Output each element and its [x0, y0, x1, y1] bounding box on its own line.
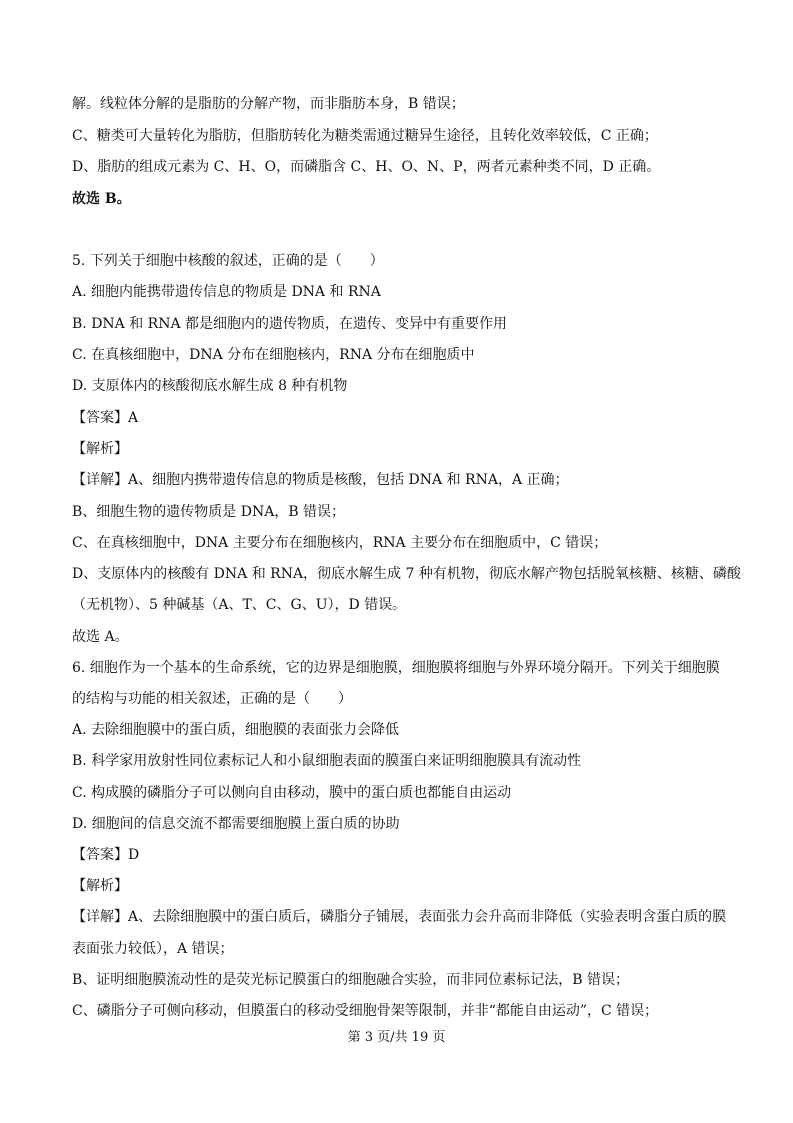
page-footer: 第 3 页/共 19 页 — [347, 1030, 446, 1045]
q5-conclusion: 故选 A。 — [72, 629, 129, 645]
q5-answer: 【答案】A — [72, 410, 139, 426]
q5-option-d: D. 支原体内的核酸彻底水解生成 8 种有机物 — [72, 378, 348, 394]
q6-option-c: C. 构成膜的磷脂分子可以侧向自由移动，膜中的蛋白质也都能自由运动 — [72, 785, 512, 801]
q5-analysis-heading: 【解析】 — [72, 441, 128, 457]
q6-stem-line-1: 6. 细胞作为一个基本的生命系统，它的边界是细胞膜，细胞膜将细胞与外界环境分隔开。下列关于细胞膜 — [72, 660, 720, 676]
q5-option-c: C. 在真核细胞中，DNA 分布在细胞核内，RNA 分布在细胞质中 — [72, 347, 475, 363]
q5-detail-1: 【详解】A、细胞内携带遗传信息的物质是核酸，包括 DNA 和 RNA，A 正确； — [72, 472, 569, 488]
prev-explanation-line-1: 解。线粒体分解的是脂肪的分解产物，而非脂肪本身，B 错误； — [72, 96, 465, 112]
q6-option-b: B. 科学家用放射性同位素标记人和小鼠细胞表面的膜蛋白来证明细胞膜具有流动性 — [72, 753, 582, 769]
prev-explanation-line-2: C、糖类可大量转化为脂肪，但脂肪转化为糖类需通过糖异生途径，且转化效率较低，C 正确； — [72, 128, 658, 144]
q6-detail-2: 表面张力较低），A 错误； — [72, 941, 234, 957]
q5-option-b: B. DNA 和 RNA 都是细胞内的遗传物质，在遗传、变异中有重要作用 — [72, 316, 508, 332]
q6-answer: 【答案】D — [72, 847, 140, 863]
q5-detail-4: D、支原体内的核酸有 DNA 和 RNA，彻底水解生成 7 种有机物，彻底水解产物包括脱氧核糖、核糖、磷酸 — [72, 566, 741, 582]
q5-detail-2: B、细胞生物的遗传物质是 DNA，B 错误； — [72, 504, 346, 520]
q6-option-d: D. 细胞间的信息交流不都需要细胞膜上蛋白质的协助 — [72, 816, 400, 832]
q6-detail-3: B、证明细胞膜流动性的是荧光标记膜蛋白的细胞融合实验，而非同位素标记法，B 错误； — [72, 972, 630, 988]
q5-detail-3: C、在真核细胞中，DNA 主要分布在细胞核内，RNA 主要分布在细胞质中，C 错误； — [72, 535, 608, 551]
q6-detail-1: 【详解】A、去除细胞膜中的蛋白质后，磷脂分子铺展，表面张力会升高而非降低（实验表明含蛋白质的膜 — [72, 909, 727, 925]
prev-conclusion: 故选 B。 — [72, 191, 131, 207]
q5-detail-5: （无机物）、5 种碱基（A、T、C、G、U），D 错误。 — [72, 597, 407, 613]
q5-stem: 5. 下列关于细胞中核酸的叙述，正确的是（ ） — [72, 253, 384, 269]
q6-option-a: A. 去除细胞膜中的蛋白质，细胞膜的表面张力会降低 — [72, 722, 400, 738]
q6-stem-line-2: 的结构与功能的相关叙述，正确的是（ ） — [72, 691, 352, 707]
q6-analysis-heading: 【解析】 — [72, 878, 128, 894]
prev-explanation-line-3: D、脂肪的组成元素为 C、H、O，而磷脂含 C、H、O、N、P，两者元素种类不同，D 正确。 — [72, 159, 661, 175]
q5-option-a: A. 细胞内能携带遗传信息的物质是 DNA 和 RNA — [72, 284, 381, 300]
q6-detail-4: C、磷脂分子可侧向移动，但膜蛋白的移动受细胞骨架等限制，并非“都能自由运动”，C 错误； — [72, 1003, 659, 1019]
